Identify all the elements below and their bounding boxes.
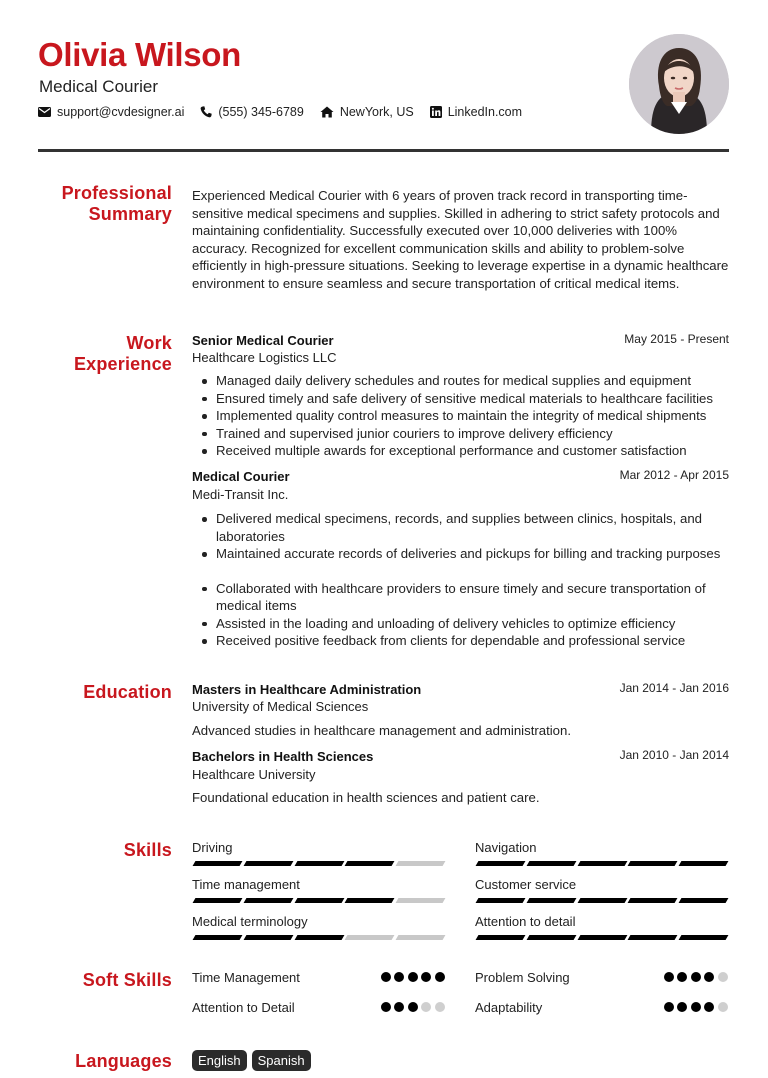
job-bullet: Received multiple awards for exceptional performance and customer satisfaction [200, 442, 735, 460]
rating-dot [718, 972, 728, 982]
skill-bar-segment [345, 935, 395, 940]
skill-bar-segment [628, 898, 678, 903]
skill-bar-segment [577, 935, 627, 940]
rating-dot [435, 972, 445, 982]
contact-linkedin-text: LinkedIn.com [447, 105, 523, 119]
skill-bar-segment [628, 861, 678, 866]
job-bullet: Maintained accurate records of deliveries and pickups for billing and tracking purposes [200, 545, 735, 563]
soft-skill-rating [377, 972, 445, 982]
skill-bar-segment [294, 935, 344, 940]
job-bullet: Assisted in the loading and unloading of delivery vehicles to optimize efficiency [200, 615, 735, 633]
skill-bar-segment [294, 898, 344, 903]
contact-email[interactable] [38, 105, 184, 119]
home-icon [320, 106, 334, 118]
degree-title: Masters in Healthcare Administration [192, 682, 422, 697]
skill-bar-segment [526, 898, 576, 903]
skill-bar-segment [679, 898, 729, 903]
skill-bar-segment [526, 861, 576, 866]
rating-dot [408, 1002, 418, 1012]
contact-phone-text: (555) 345-6789 [218, 105, 304, 119]
rating-dot [408, 972, 418, 982]
job-company: Healthcare Logistics LLC [192, 350, 337, 365]
skill-label: Driving [192, 840, 233, 855]
job-bullet: Managed daily delivery schedules and routes for medical supplies and equipment [200, 372, 735, 390]
rating-dot [421, 972, 431, 982]
rating-dot [677, 1002, 687, 1012]
skill-label: Customer service [475, 877, 577, 892]
contact-linkedin[interactable] [430, 105, 522, 119]
section-title-work-line1: Work [126, 333, 172, 353]
rating-dot [718, 1002, 728, 1012]
soft-skill-label: Attention to Detail [192, 1000, 295, 1015]
job-dates: Mar 2012 - Apr 2015 [619, 468, 729, 482]
section-title-soft-skills: Soft Skills [82, 970, 172, 990]
skill-bar-segment [577, 861, 627, 866]
job-title: Medical Courier [192, 469, 290, 484]
skill-bar [477, 898, 731, 903]
skill-bar-segment [396, 861, 446, 866]
skill-bar-segment [476, 861, 526, 866]
skill-bar [194, 898, 448, 903]
skill-bar-segment [193, 935, 243, 940]
job-bullet: Received positive feedback from clients for dependable and professional service [200, 632, 735, 650]
section-title-education: Education [83, 682, 172, 702]
soft-skill-rating [660, 1002, 728, 1012]
school-name: Healthcare University [192, 767, 316, 782]
skill-label: Navigation [475, 840, 537, 855]
soft-skill-rating [377, 1002, 445, 1012]
rating-dot [394, 972, 404, 982]
soft-skill-rating [660, 972, 728, 982]
header-divider [38, 149, 729, 152]
degree-dates: Jan 2014 - Jan 2016 [619, 681, 729, 695]
rating-dot [381, 1002, 391, 1012]
job-bullet: Collaborated with healthcare providers to ensure timely and secure transportation of medical items [200, 580, 735, 615]
soft-skill-label: Time Management [192, 970, 300, 985]
skill-bar [194, 935, 448, 940]
skill-bar [477, 935, 731, 940]
skill-bar-segment [243, 898, 293, 903]
language-badge: Spanish [252, 1050, 311, 1071]
section-title-summary-line1: Professional [61, 183, 172, 203]
rating-dot [691, 972, 701, 982]
skill-bar-segment [294, 861, 344, 866]
section-title-languages: Languages [75, 1051, 172, 1071]
language-badge: English [192, 1050, 247, 1071]
linkedin-icon [430, 106, 442, 118]
contact-bar [38, 105, 538, 119]
skill-bar [194, 861, 448, 866]
job-bullets [200, 372, 735, 460]
job-dates: May 2015 - Present [624, 332, 729, 346]
job-bullets [200, 510, 735, 650]
skill-bar-segment [628, 935, 678, 940]
rating-dot [435, 1002, 445, 1012]
summary-text: Experienced Medical Courier with 6 years of proven track record in transporting time-sensitive medical specimens and supplies. Skilled in adhering to strict safety protocols and maintaining confidentiality. Successfully executed over 10,000 deliveries with 100% accuracy. Recognized for excellent communication skills and ability to problem-solve efficiently in high-pressure situations. Seeking to leverage expertise in a dynamic healthcare environment to ensure seamless and secure transportation of critical medical items. [192, 188, 729, 291]
rating-dot [704, 1002, 714, 1012]
contact-location-text: NewYork, US [339, 105, 414, 119]
rating-dot [421, 1002, 431, 1012]
rating-dot [677, 972, 687, 982]
section-title-summary [62, 183, 172, 225]
profile-photo [629, 34, 729, 134]
soft-skill-label: Adaptability [475, 1000, 543, 1015]
section-title-work-line2: Experience [73, 354, 172, 374]
skill-bar-segment [243, 935, 293, 940]
section-title-skills: Skills [123, 840, 172, 860]
phone-icon [200, 106, 212, 118]
skill-bar-segment [345, 898, 395, 903]
rating-dot [381, 972, 391, 982]
job-role: Medical Courier [39, 77, 159, 96]
language-list [192, 1050, 316, 1071]
skill-bar-segment [396, 935, 446, 940]
degree-description: Advanced studies in healthcare management and administration. [192, 723, 572, 738]
rating-dot [394, 1002, 404, 1012]
contact-email-text: support@cvdesigner.ai [57, 105, 185, 119]
skill-label: Attention to detail [475, 914, 576, 929]
section-title-summary-line2: Summary [88, 204, 172, 224]
skill-bar-segment [526, 935, 576, 940]
envelope-icon [38, 107, 51, 117]
job-bullet: Ensured timely and safe delivery of sensitive medical materials to healthcare facilities [200, 390, 735, 408]
degree-dates: Jan 2010 - Jan 2014 [619, 748, 729, 762]
skill-bar-segment [577, 898, 627, 903]
degree-title: Bachelors in Health Sciences [192, 749, 374, 764]
skill-bar-segment [679, 935, 729, 940]
skill-bar-segment [193, 898, 243, 903]
rating-dot [691, 1002, 701, 1012]
skill-bar-segment [193, 861, 243, 866]
job-bullet: Trained and supervised junior couriers to improve delivery efficiency [200, 425, 735, 443]
school-name: University of Medical Sciences [192, 699, 369, 714]
candidate-name: Olivia Wilson [38, 36, 242, 73]
skill-bar-segment [396, 898, 446, 903]
skill-bar-segment [679, 861, 729, 866]
skill-label: Medical terminology [192, 914, 308, 929]
soft-skill-label: Problem Solving [475, 970, 570, 985]
job-bullet: Implemented quality control measures to maintain the integrity of medical shipments [200, 407, 735, 425]
job-bullet: Delivered medical specimens, records, and supplies between clinics, hospitals, and laboratories [200, 510, 735, 545]
rating-dot [664, 972, 674, 982]
job-company: Medi-Transit Inc. [192, 487, 289, 502]
contact-location [320, 105, 414, 119]
skill-bar-segment [243, 861, 293, 866]
skill-bar-segment [476, 935, 526, 940]
rating-dot [704, 972, 714, 982]
contact-phone[interactable] [200, 105, 303, 119]
rating-dot [664, 1002, 674, 1012]
skill-bar-segment [476, 898, 526, 903]
job-title: Senior Medical Courier [192, 333, 334, 348]
skill-bar [477, 861, 731, 866]
section-title-work [74, 333, 172, 375]
skill-bar-segment [345, 861, 395, 866]
skill-label: Time management [192, 877, 300, 892]
degree-description: Foundational education in health sciences and patient care. [192, 790, 540, 805]
